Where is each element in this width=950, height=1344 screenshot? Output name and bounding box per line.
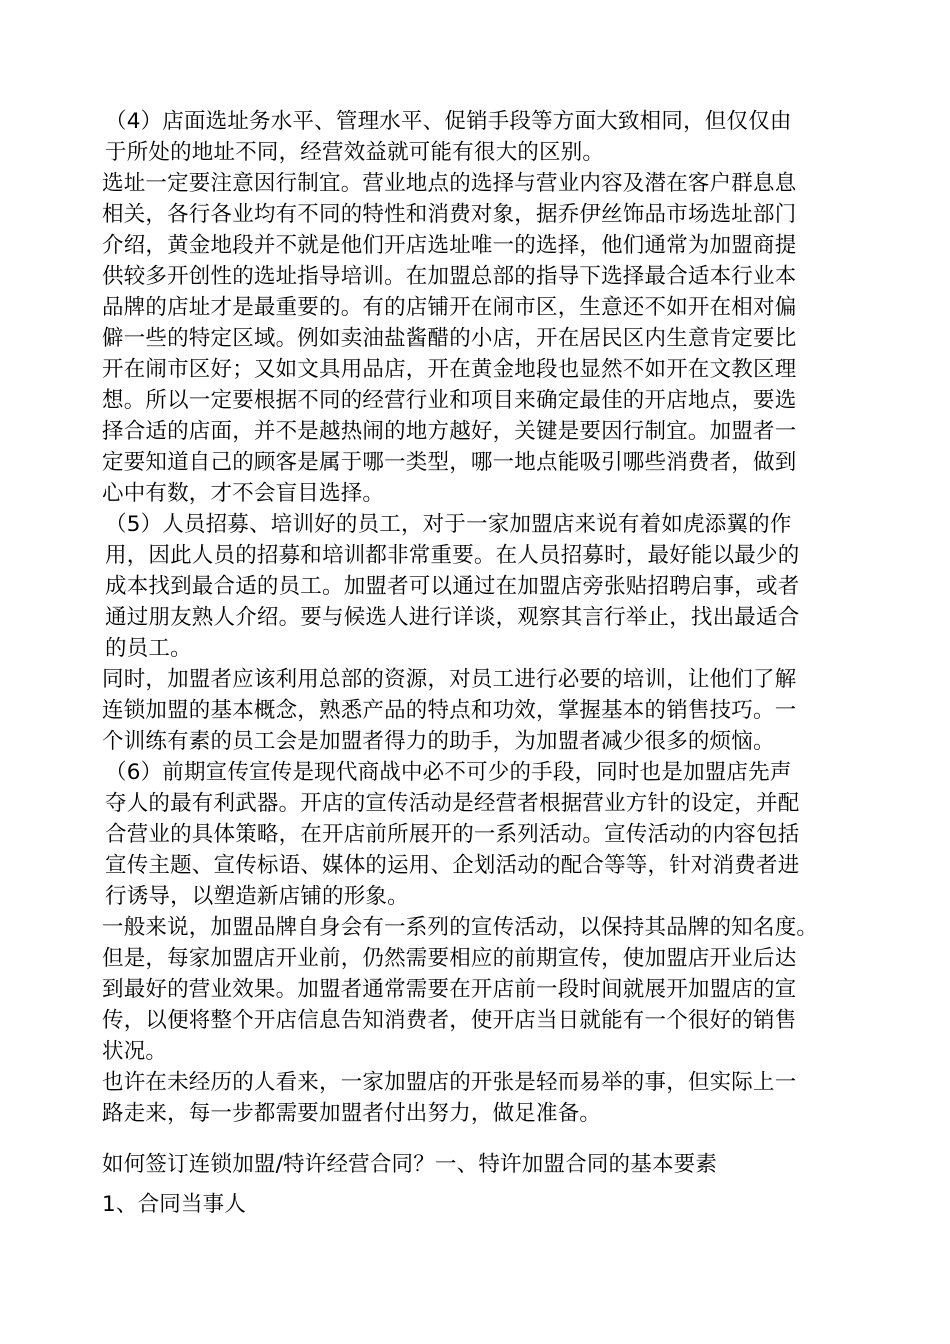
paragraph-staff-training: 同时，加盟者应该利用总部的资源，对员工进行必要的培训，让他们了解 连锁加盟的基本概念，熟悉产品的特点和功效，掌握基本的销售技巧。一 个训练有素的员工会是加盟者得力的助手，为加盟者减少很多的烦恼。 (102, 667, 797, 754)
paragraph-staff-recruitment: （5）人员招募、培训好的员工，对于一家加盟店来说有着如虎添翼的作 用，因此人员的招募和培训都非常重要。在人员招募时，最好能以最少的 成本找到最合适的员工。加盟者可以通过在加盟店旁张贴招聘启事，或者 通过朋友熟人介绍。要与候选人进行详谈，观察其言行举止，找出最适合 的员工。 (105, 512, 800, 661)
section-subheading: 1、合同当事人 (102, 1192, 247, 1217)
paragraph-pre-opening-promotion: （6）前期宣传宣传是现代商战中必不可少的手段，同时也是加盟店先声 夺人的最有利武器。开店的宣传活动是经营者根据营业方针的设定，并配 合营业的具体策略，在开店前所展开的一系列活动。宣传活动的内容包括 宣传主题、宣传标语、媒体的运用、企划活动的配合等等，针对消费者进 行诱导，以塑造新店铺的形象。 (105, 760, 800, 909)
document-body (102, 106, 862, 1225)
paragraph-brand-promotion: 一般来说，加盟品牌自身会有一系列的宣传活动，以保持其品牌的知名度。 但是，每家加盟店开业前，仍然需要相应的前期宣传，使加盟店开业后达 到最好的营业效果。加盟者通常需要在开店前一段时间就展开加盟店的宣 传，以便将整个开店信息告知消费者，使开店当日就能有一个很好的销售 状况。 (102, 915, 819, 1064)
paragraph-site-selection-detail: 选址一定要注意因行制宜。营业地点的选择与营业内容及潜在客户群息息 相关，各行各业均有不同的特性和消费对象，据乔伊丝饰品市场选址部门 介绍，黄金地段并不就是他们开店选址唯一的选择，他们通常为加盟商提 供较多开创性的选址指导培训。在加盟总部的指导下选择最合适本行业本 品牌的店址才是最重要的。有的店铺开在闹市区，生意还不如开在相对偏 僻一些的特定区域。例如卖油盐酱醋的小店，开在居民区内生意肯定要比 开在闹市区好；又如文具用品店，开在黄金地段也显然不如开在文教区理 想。所以一定要根据不同的经营行业和项目来确定最佳的开店地点，要选 择合适的店面，并不是越热闹的地方越好，关键是要因行制宜。加盟者一 定要知道自己的顾客是属于哪一类型，哪一地点能吸引哪些消费者，做到 心中有数，才不会盲目选择。 (102, 171, 797, 506)
section-gap (102, 1129, 862, 1145)
paragraph-site-selection-intro: （4）店面选址务水平、管理水平、促销手段等方面大致相同，但仅仅由 于所处的地址不同，经营效益就可能有很大的区别。 (105, 109, 792, 165)
paragraph-conclusion: 也许在未经历的人看来，一家加盟店的开张是轻而易举的事，但实际上一 路走来，每一步都需要加盟者付出努力，做足准备。 (102, 1070, 797, 1126)
section-heading: 如何签订连锁加盟/特许经营合同？一、特许加盟合同的基本要素 (102, 1152, 718, 1177)
